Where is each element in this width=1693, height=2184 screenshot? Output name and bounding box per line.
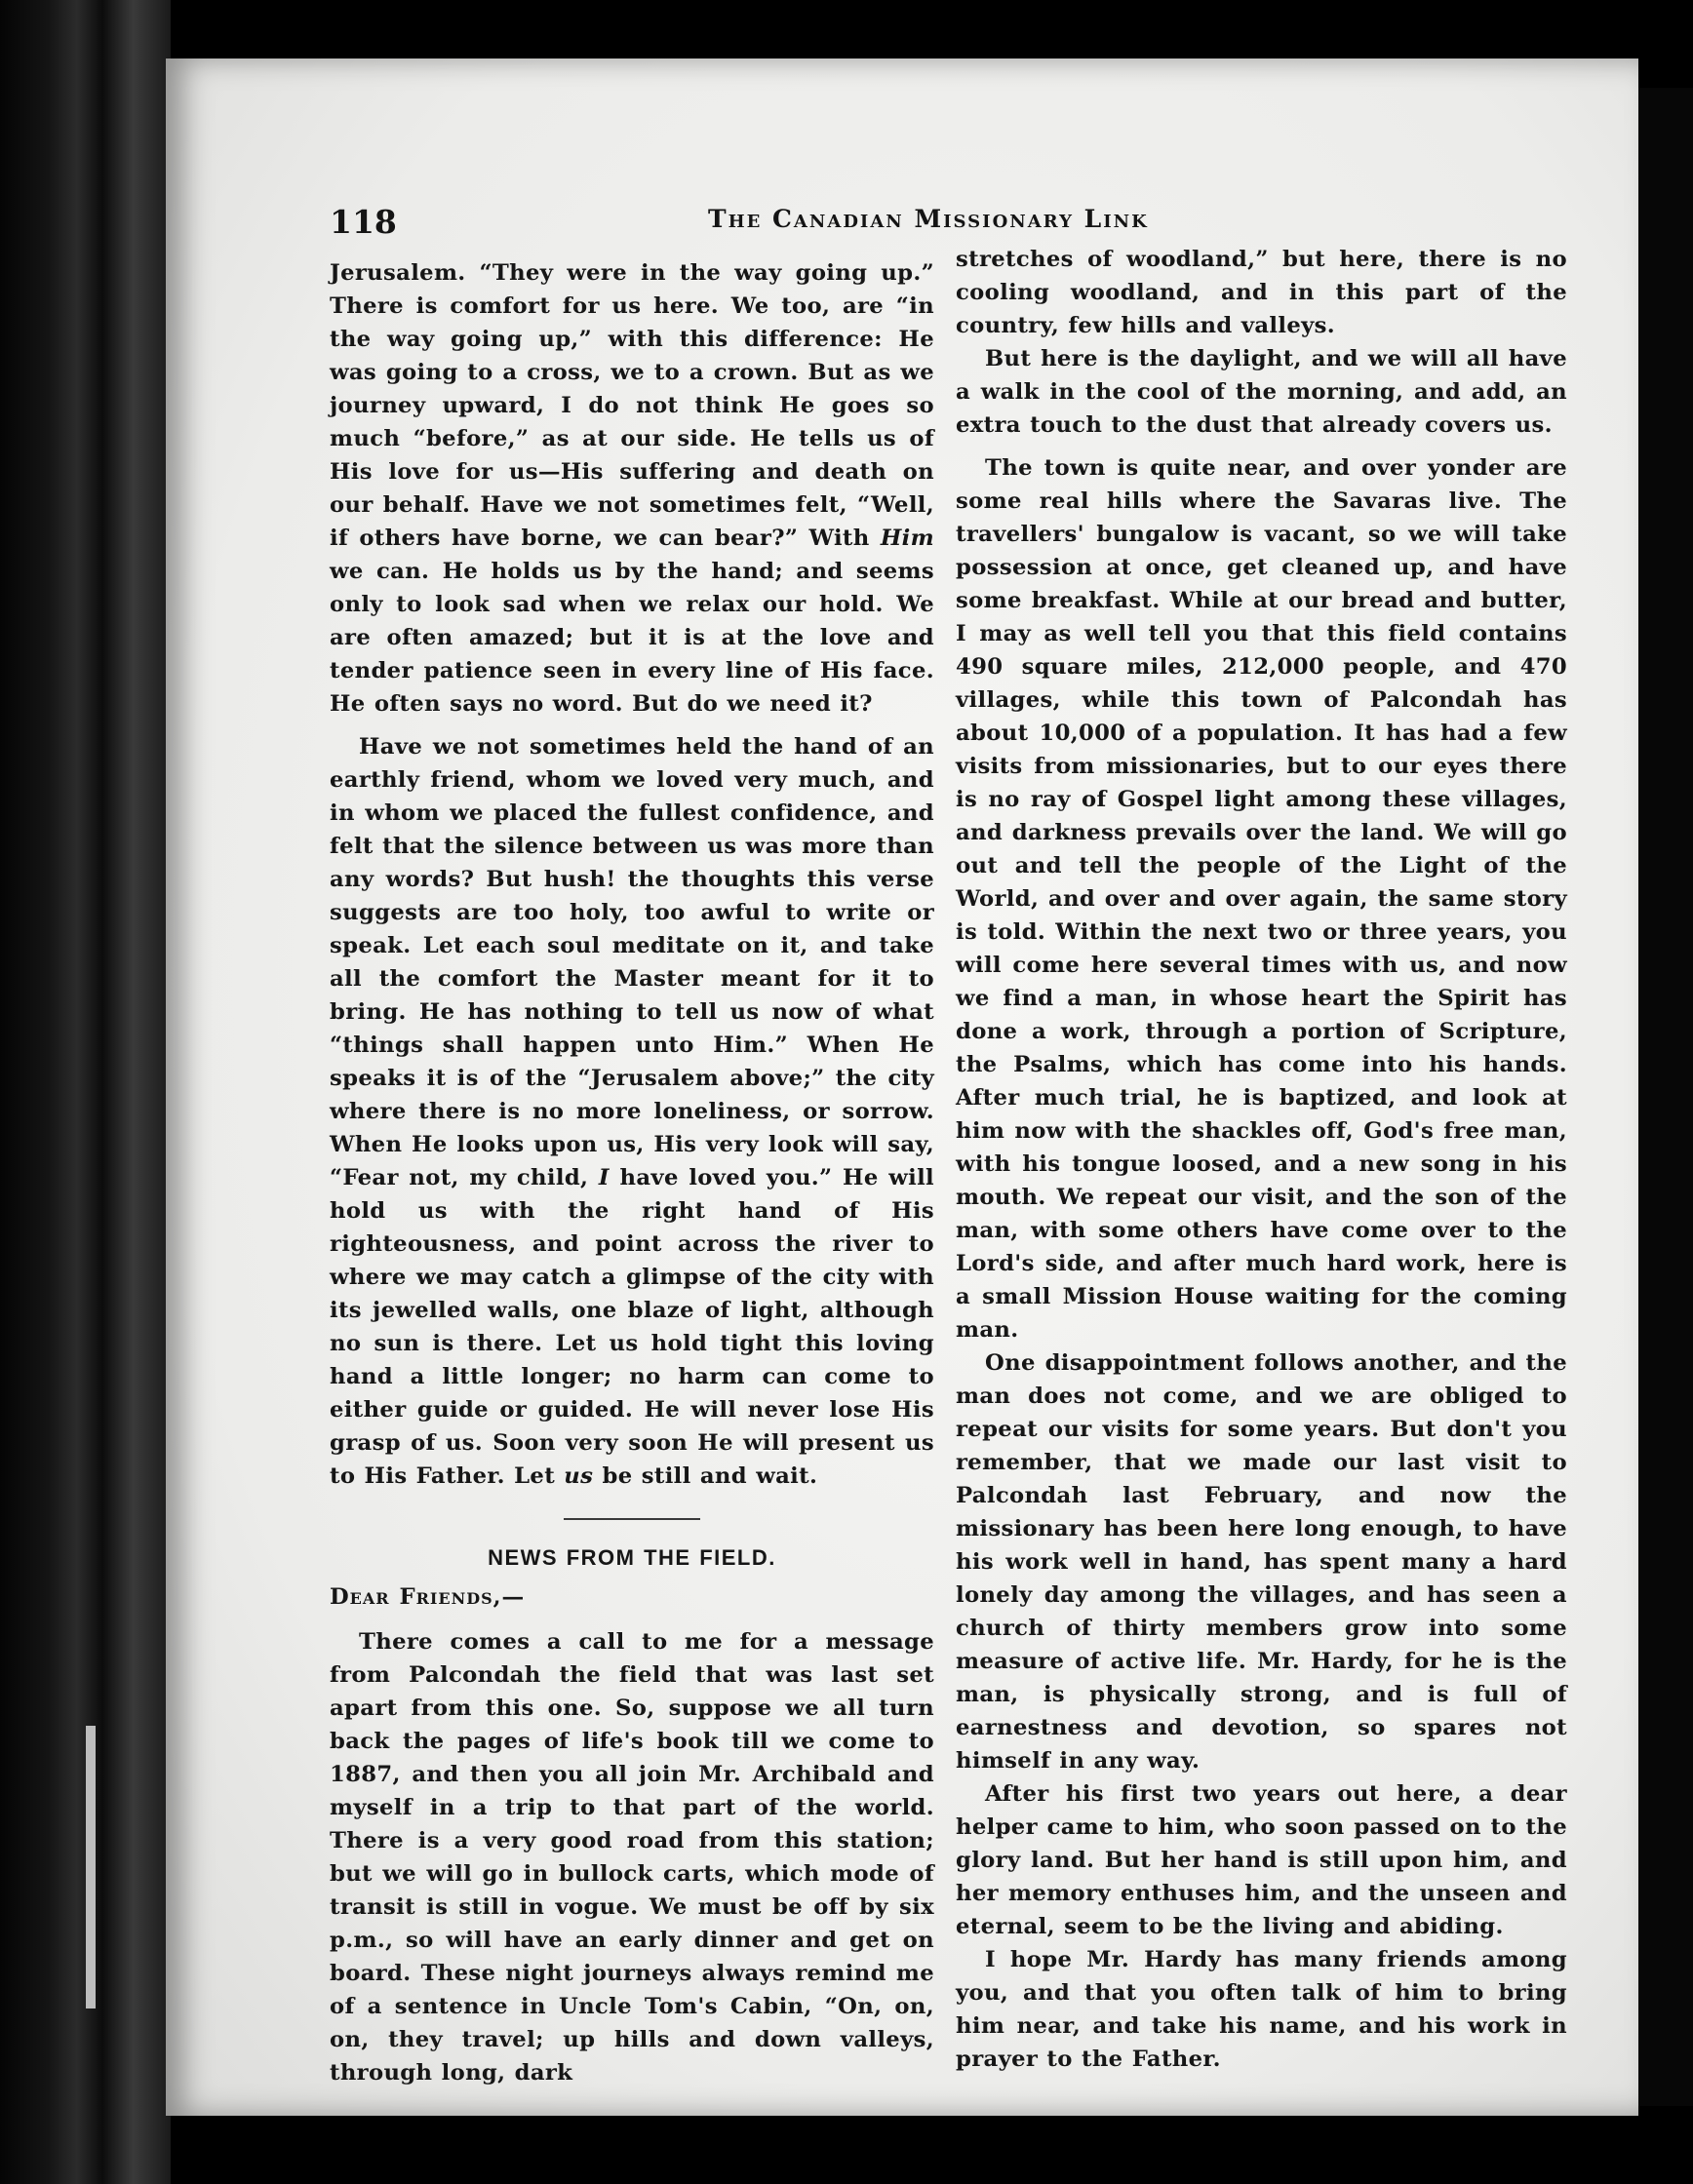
paragraph-town: The town is quite near, and over yonder are some real hills where the Savaras live. The travellers' bungalow is vacant, so we will take possession at once, get cleaned up, and have some breakfast. While at our bread and butter, I may as well tell you that this field contains 490 square miles, 212,000 people, and 470 villages, while this town of Palcondah has about 10,000 of a population. It has had a few visits from missionaries, but to our eyes there is no ray of Gospel light among these villages, and darkness prevails over the land. We will go out and tell the people of the Light of the World, and over and over again, the same story is told. Within the next two or three years, you will come here several times with us, and now we find a man, in whose heart the Spirit has done a work, through a portion of Scripture, the Psalms, which has come into his hands. After much trial, he is baptized, and look at him now with the shackles off, God's free man, with his tongue loosed, and a new song in his mouth. We repeat our visit, and the son of the man, with some others have come over to the Lord's side, and after much hard work, here is a small Mission House waiting for the coming man. bbox=[956, 455, 1567, 1343]
page-edge-strip bbox=[86, 1726, 96, 2008]
paragraph-palcondah-call: There comes a call to me for a message from Palcondah the field that was last set apart from this one. So, suppose we all turn back the pages of life's book till we come to 1887, and then you all join Mr. Archibald and myself in a trip to that part of the world. There is a very good road from this station; but we will go in bullock carts, which mode of transit is still in vogue. We must be off by six p.m., so will have an early dinner and get on board. These night journeys always remind me of a sentence in Uncle Tom's Cabin, “On, on, on, they travel; up hills and down valleys, through long, dark bbox=[330, 1629, 934, 2086]
paragraph-hope: I hope Mr. Hardy has many friends among you, and that you often talk of him to bring him near, and take his name, and his work in prayer to the Father. bbox=[956, 1947, 1567, 2072]
paragraph-helper: After his first two years out here, a dear helper came to him, who soon passed on to the glory land. But her hand is still upon him, and her memory enthuses him, and the unseen and eternal, seem to be the living and abiding. bbox=[956, 1781, 1567, 1939]
page-number: 118 bbox=[330, 203, 397, 241]
paragraph-woodland: stretches of woodland,” but here, there is no cooling woodland, and in this part of the country, few hills and valleys. bbox=[956, 247, 1567, 338]
right-column bbox=[956, 243, 1567, 2076]
paragraph-daylight: But here is the daylight, and we will all have a walk in the cool of the morning, and add, an extra touch to the dust that already covers us. bbox=[956, 346, 1567, 438]
facing-page-edge bbox=[1634, 88, 1693, 2106]
left-column bbox=[330, 256, 934, 2089]
section-heading: NEWS FROM THE FIELD. bbox=[488, 1545, 776, 1570]
paragraph-disappointment: One disappointment follows another, and the man does not come, and we are obliged to repeat our visits for some years. But don't you remember, that we made our last visit to Palcondah last February, and now the missionary has been here long enough, to have his work well in hand, has spent many a hard lonely day among the villages, and has seen a church of thirty members grow into some measure of active life. Mr. Hardy, for he is the man, is physically strong, and is full of earnestness and devotion, so spares not himself in any way. bbox=[956, 1350, 1567, 1774]
paragraph-jerusalem: Jerusalem. “They were in the way going up.” There is comfort for us here. We too, are “in the way going up,” with this difference: He was going to a cross, we to a crown. But as we journey upward, I do not think He goes so much “before,” as at our side. He tells us of His love for us—His suffering and death on our behalf. Have we not sometimes felt, “Well, if others have borne, we can bear?” With Him we can. He holds us by the hand; and seems only to look sad when we relax our hold. We are often amazed; but it is at the love and tender patience seen in every line of His face. He often says no word. But do we need it? bbox=[330, 260, 935, 717]
running-head bbox=[330, 203, 1344, 242]
section-divider bbox=[564, 1518, 700, 1520]
paragraph-earthly-friend: Have we not sometimes held the hand of an earthly friend, whom we loved very much, and in whom we placed the fullest confidence, and felt that the silence between us was more than any words? But hush! the thoughts this verse suggests are too holy, too awful to write or speak. Let each soul meditate on it, and take all the comfort the Master meant for it to bring. He has nothing to tell us now of what “things shall happen unto Him.” When He speaks it is of the “Jerusalem above;” the city where there is no more loneliness, or sorrow. When He looks upon us, His very look will say, “Fear not, my child, I have loved you.” He will hold us with the right hand of His righteousness, and point across the river to where we may catch a glimpse of the city with its jewelled walls, one blaze of light, although no sun is there. Let us hold tight this loving hand a little longer; no harm can come to either guide or guided. He will never lose His grasp of us. Soon very soon He will present us to His Father. Let us be still and wait. bbox=[330, 734, 935, 1489]
salutation: Dear Friends,— bbox=[330, 1584, 526, 1610]
book-page bbox=[166, 58, 1638, 2116]
journal-title: The Canadian Missionary Link bbox=[708, 205, 1149, 233]
